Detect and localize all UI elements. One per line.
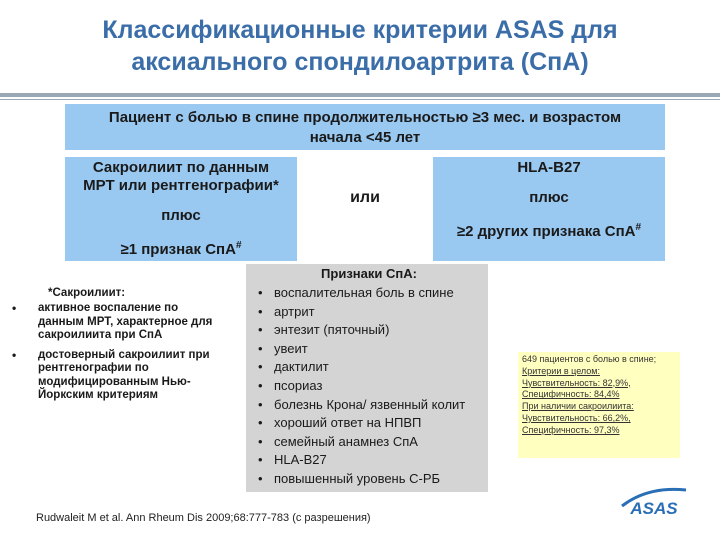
imaging-arm-line-1: Сакроилиит по данным	[92, 159, 270, 176]
spa-features-list	[256, 284, 482, 489]
imaging-arm-box	[65, 157, 297, 261]
clinical-arm-box	[433, 157, 665, 261]
or-label: или	[350, 189, 380, 206]
spa-feature-item: • болезнь Крона/ язвенный колит	[256, 396, 482, 415]
imaging-arm-plus: плюс	[161, 207, 201, 224]
spa-feature-item: • увеит	[256, 340, 482, 359]
entry-criteria-box	[65, 104, 665, 150]
clinical-arm-mark: #	[635, 222, 642, 233]
spa-feature-item: • семейный анамнез СпА	[256, 433, 482, 452]
spa-features-box	[246, 264, 488, 492]
footnote-item-xray	[8, 349, 240, 403]
imaging-arm-mark: #	[235, 240, 242, 251]
asas-logo	[618, 484, 690, 524]
entry-criteria-line-2: начала <45 лет	[309, 129, 421, 146]
stats-patients: 649 пациентов с болью в спине;	[522, 354, 657, 364]
stats-si-sensitivity: Чувствительность: 66,2%,	[522, 412, 631, 423]
stats-si-specificity: Специфичность: 97,3%	[522, 424, 620, 435]
footnote-line: модифицированным Нью-	[38, 375, 191, 388]
stats-overall-specificity: Специфичность: 84,4%	[522, 389, 620, 400]
title-divider-thick	[0, 93, 720, 97]
spa-feature-item: • энтезит (пяточный)	[256, 321, 482, 340]
footnote-title: *Сакроилиит:	[48, 287, 126, 299]
clinical-arm-criterion: ≥2 других признака СпА	[456, 223, 636, 240]
imaging-arm-criterion: ≥1 признак СпА	[120, 241, 236, 258]
logo-text: ASAS	[630, 499, 678, 518]
footnote-line: Йоркским критериям	[38, 389, 159, 401]
footnote-line: сакроилиита при СпА	[38, 329, 163, 341]
stats-overall-heading: Критерии в целом:	[522, 365, 600, 376]
title-divider-thin	[0, 99, 720, 100]
clinical-arm-plus: плюс	[529, 189, 569, 206]
footnote-line: достоверный сакроилиит при	[38, 348, 210, 361]
spa-feature-item: • артрит	[256, 303, 482, 322]
footnote-item-mri	[8, 302, 240, 343]
stats-si-heading: При наличии сакроилиита:	[522, 401, 634, 412]
spa-feature-item: • хороший ответ на НПВП	[256, 414, 482, 433]
imaging-arm-line-2: МРТ или рентгенографии*	[83, 177, 279, 194]
spa-feature-item: • HLA-B27	[256, 451, 482, 470]
slide-title-line-2: аксиального спондилоартрита (СпА)	[131, 48, 589, 76]
sacroiliitis-footnote	[8, 286, 240, 409]
citation: Rudwaleit M et al. Ann Rheum Dis 2009;68:777-783 (с разрешения)	[36, 512, 371, 524]
spa-features-title: Признаки СпА:	[321, 266, 417, 281]
spa-feature-item: • воспалительная боль в спине	[256, 284, 482, 303]
spa-feature-item: • повышенный уровень С-РБ	[256, 470, 482, 489]
performance-stats-box	[518, 352, 680, 458]
spa-feature-item: • псориаз	[256, 377, 482, 396]
slide-title-line-1: Классификационные критерии ASAS для	[102, 16, 618, 44]
entry-criteria-line-1: Пациент с болью в спине продолжительностью ≥3 мес. и возрастом	[108, 109, 622, 126]
footnote-line: рентгенографии по	[38, 362, 149, 374]
footnote-line: активное воспаление по	[38, 302, 179, 314]
footnote-line: данным МРТ, характерное для	[38, 315, 213, 328]
stats-overall-sensitivity: Чувствительность: 82,9%,	[522, 377, 631, 388]
slide-title	[0, 14, 720, 78]
spa-feature-item: • дактилит	[256, 358, 482, 377]
footnote-list	[8, 302, 240, 403]
clinical-arm-line-1: HLA-B27	[517, 159, 581, 176]
